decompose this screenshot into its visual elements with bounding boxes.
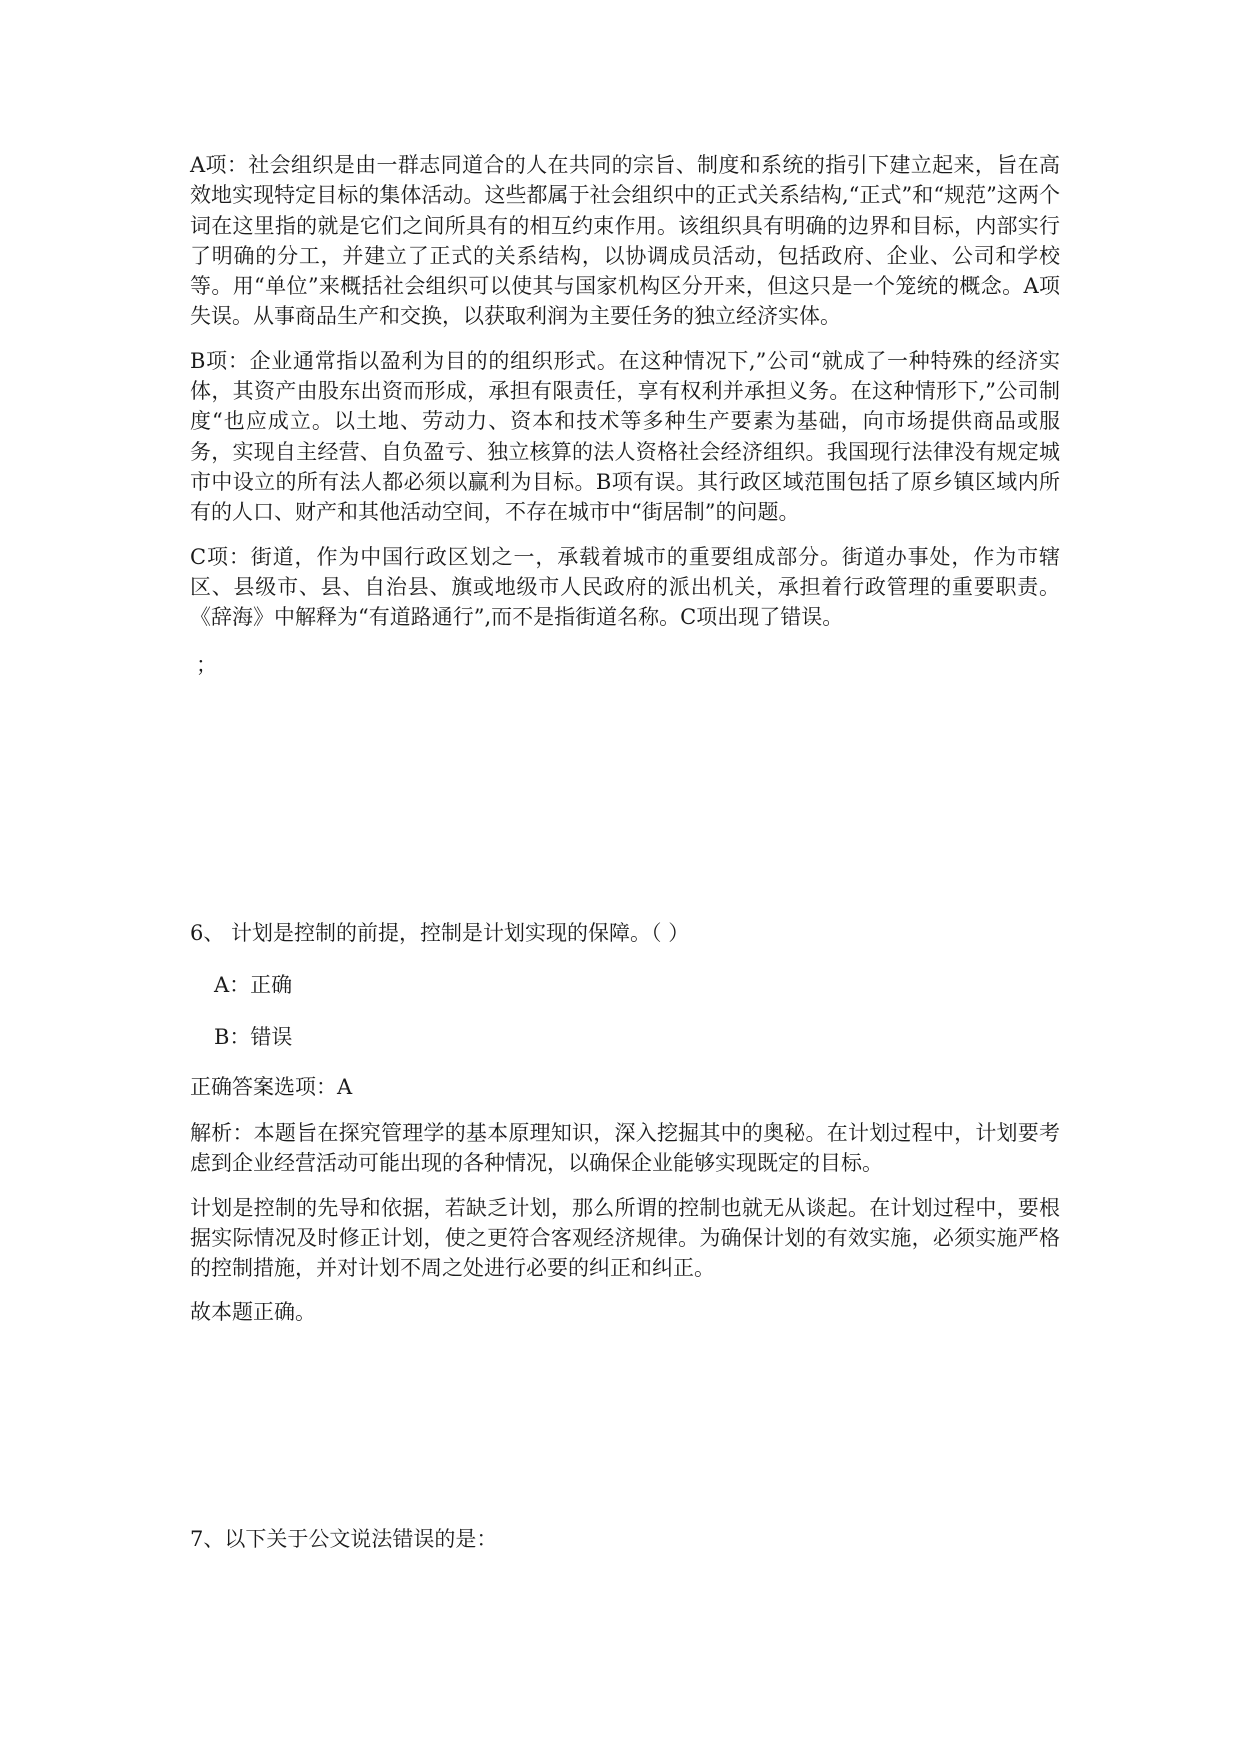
trailing-semicolon: ； [196, 653, 217, 678]
explanation-option-c: C项：街道，作为中国行政区划之一，承载着城市的重要组成部分。街道办事处，作为市辖区、县级市、县、自治县、旗或地级市人民政府的派出机关，承担着行政管理的重要职责。《辞海》中解释为“有道路通行”,而不是指街道名称。C项出现了错误。 [190, 544, 1060, 630]
question-6-answer: 正确答案选项：A [190, 1075, 353, 1099]
question-6-stem: 6、 计划是控制的前提，控制是计划实现的保障。（ ） [190, 921, 690, 945]
question-7-stem: 7、以下关于公文说法错误的是： [190, 1527, 498, 1551]
question-6-option-a: A：正确 [214, 973, 293, 997]
question-6-analysis [190, 1118, 1060, 1342]
analysis-paragraph-1: 解析：本题旨在探究管理学的基本原理知识，深入挖掘其中的奥秘。在计划过程中，计划要考虑到企业经营活动可能出现的各种情况，以确保企业能够实现既定的目标。 [190, 1121, 1060, 1176]
explanation-option-a: A项：社会组织是由一群志同道合的人在共同的宗旨、制度和系统的指引下建立起来，旨在高效地实现特定目标的集体活动。这些都属于社会组织中的正式关系结构,“正式”和“规范”这两个词在这里指的就是它们之间所具有的相互约束作用。该组织具有明确的边界和目标，内部实行了明确的分工，并建立了正式的关系结构，以协调成员活动，包括政府、企业、公司和学校等。用“单位”来概括社会组织可以使其与国家机构区分开来，但这只是一个笼统的概念。A项失误。从事商品生产和交换，以获取利润为主要任务的独立经济实体。 [190, 153, 1060, 329]
analysis-paragraph-3: 故本题正确。 [190, 1300, 316, 1325]
analysis-paragraph-2: 计划是控制的先导和依据，若缺乏计划，那么所谓的控制也就无从谈起。在计划过程中，要根据实际情况及时修正计划，使之更符合客观经济规律。为确保计划的有效实施，必须实施严格的控制措施，并对计划不周之处进行必要的纠正和纠正。 [190, 1195, 1060, 1281]
question-6-option-b: B：错误 [214, 1025, 293, 1049]
document-page [190, 150, 1060, 1551]
explanation-option-b: B项：企业通常指以盈利为目的的组织形式。在这种情况下,”公司“就成了一种特殊的经济实体，其资产由股东出资而形成，承担有限责任，享有权利并承担义务。在这种情形下,”公司制度“也应成立。以土地、劳动力、资本和技术等多种生产要素为基础，向市场提供商品或服务，实现自主经营、自负盈亏、独立核算的法人资格社会经济组织。我国现行法律没有规定城市中设立的所有法人都必须以赢利为目标。B项有误。其行政区域范围包括了原乡镇区域内所有的人口、财产和其他活动空间，不存在城市中“街居制”的问题。 [190, 348, 1060, 525]
